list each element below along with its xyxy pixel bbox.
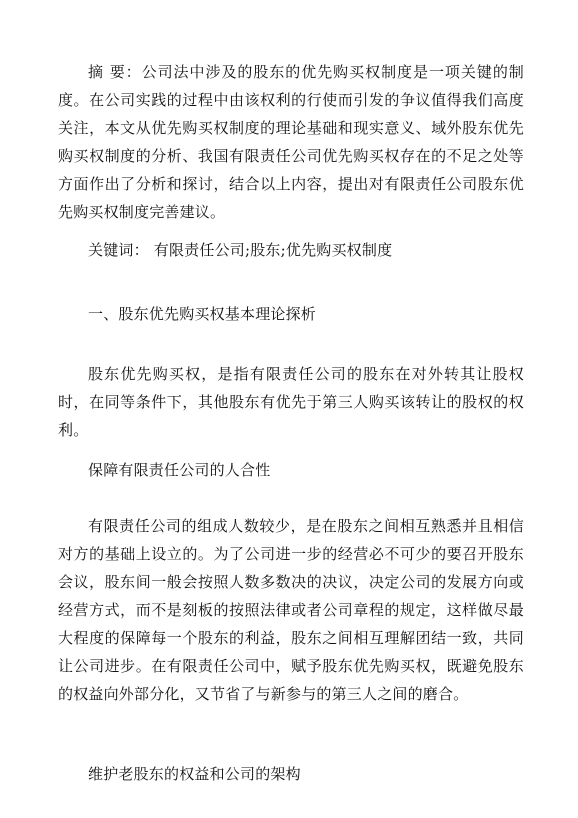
abstract-paragraph: [58, 58, 524, 226]
subsection-paragraph-1: 有限责任公司的组成人数较少，是在股东之间相互熟悉并且相信对方的基础上设立的。为了公司进一步的经营必不可少的要召开股东会议，股东间一般会按照人数多数决的决议，决定公司的发展方向或经营方式，而不是刻板的按照法律或者公司章程的规定，这样做尽最大程度的保障每一个股东的利益，股东之间相互理解团结一致，共同让公司进步。在有限责任公司中，赋予股东优先购买权，既避免股东的权益向外部分化，又节省了与新参与的第三人之间的磨合。: [58, 517, 524, 703]
keywords-line: 关键词： 有限责任公司;股东;优先购买权制度: [88, 241, 393, 259]
section-heading: 一、股东优先购买权基本理论探析: [88, 305, 317, 323]
subsection-heading-1: 保障有限责任公司的人合性: [88, 461, 271, 479]
abstract-label: 摘 要：: [88, 63, 142, 81]
subsection-heading-2: 维护老股东的权益和公司的架构: [88, 765, 301, 783]
definition-paragraph: 股东优先购买权，是指有限责任公司的股东在对外转其让股权时，在同等条件下，其他股东有优先于第三人购买该转让的股权的权利。: [58, 365, 524, 439]
abstract-text: 公司法中涉及的股东的优先购买权制度是一项关键的制度。在公司实践的过程中由该权利的行使而引发的争议值得我们高度关注，本文从优先购买权制度的理论基础和现实意义、域外股东优先购买权制度的分析、我国有限责任公司优先购买权存在的不足之处等方面作出了分析和探讨，结合以上内容，提出对有限责任公司股东优先购买权制度完善建议。: [58, 63, 524, 221]
